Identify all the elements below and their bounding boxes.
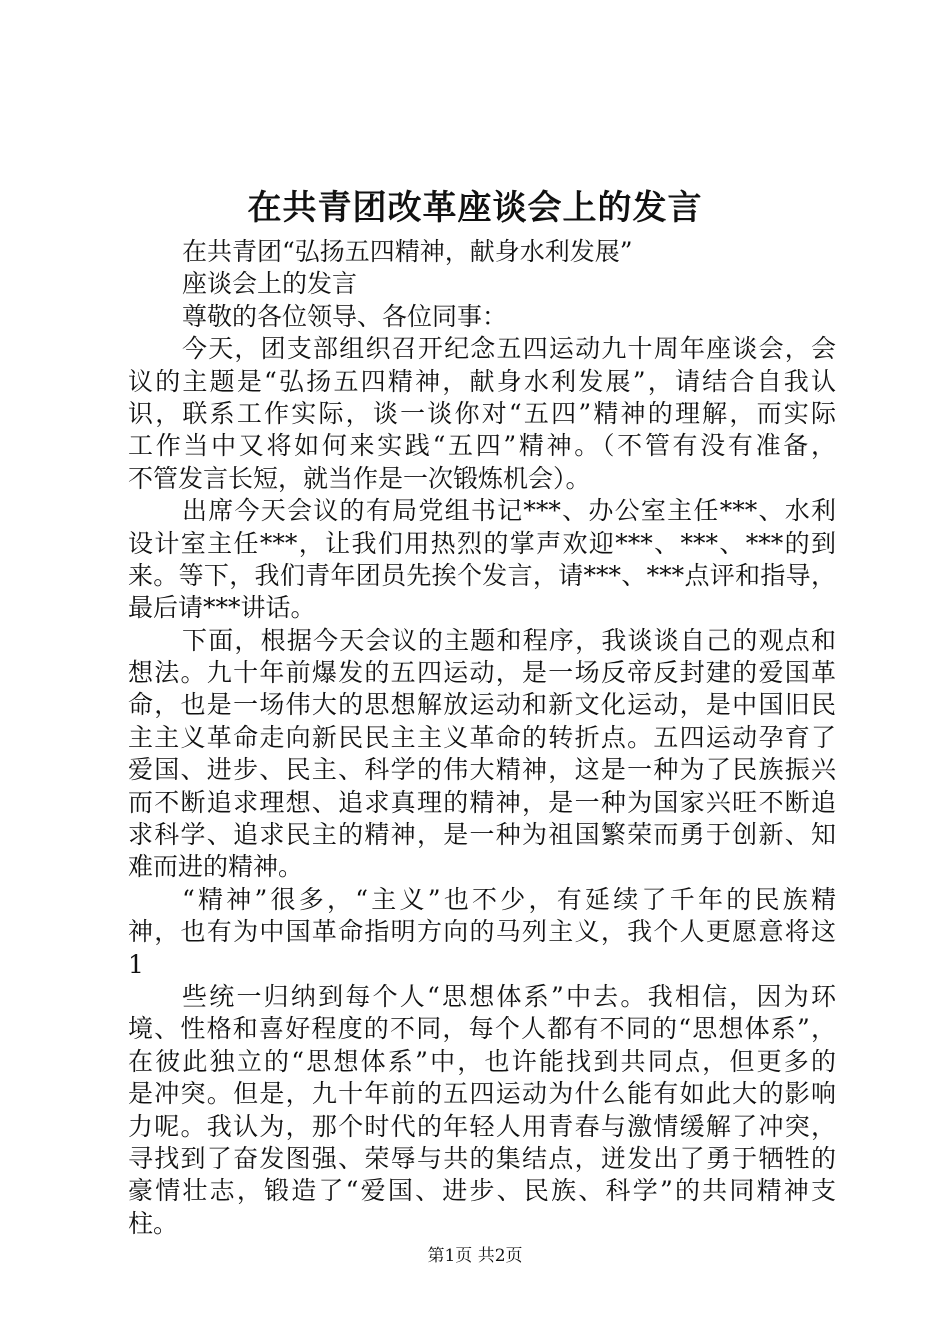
text-line: 命，也是一场伟大的思想解放运动和新文化运动，是中国旧民 — [128, 690, 836, 720]
text-line: 在共青团“弘扬五四精神，献身水利发展” — [182, 237, 633, 266]
text-line: 不管发言长短，就当作是一次锻炼机会）。 — [128, 463, 591, 493]
text-line: 议的主题是“弘扬五四精神，献身水利发展”，请结合自我认 — [128, 366, 836, 396]
text-line: 爱国、进步、民主、科学的伟大精神，这是一种为了民族振兴 — [128, 755, 836, 785]
text-line: 豪情壮志，锻造了“爱国、进步、民族、科学”的共同精神支 — [128, 1176, 836, 1206]
text-line: 境、性格和喜好程度的不同，每个人都有不同的“思想体系”， — [128, 1014, 836, 1044]
text-line: 最后请***讲话。 — [128, 593, 316, 623]
text-line: 而不断追求理想、追求真理的精神，是一种为国家兴旺不断追 — [128, 787, 836, 817]
text-line: 想法。九十年前爆发的五四运动，是一场反帝反封建的爱国革 — [128, 658, 836, 688]
text-line: 寻找到了奋发图强、荣辱与共的集结点，迸发出了勇于牺牲的 — [128, 1143, 836, 1173]
text-line: 主主义革命走向新民民主主义革命的转折点。五四运动孕育了 — [128, 722, 836, 752]
text-line: 神，也有为中国革命指明方向的马列主义，我个人更愿意将这 — [128, 917, 836, 947]
text-line: 下面，根据今天会议的主题和程序，我谈谈自己的观点和 — [182, 625, 836, 655]
text-line: 识，联系工作实际，谈一谈你对“五四”精神的理解，而实际 — [128, 398, 836, 428]
text-line: 在彼此独立的“思想体系”中，也许能找到共同点，但更多的 — [128, 1046, 836, 1076]
text-line: 设计室主任***，让我们用热烈的掌声欢迎***、***、***的到 — [128, 528, 836, 558]
text-line: 是冲突。但是，九十年前的五四运动为什么能有如此大的影响 — [128, 1079, 836, 1109]
text-line: 力呢。我认为，那个时代的年轻人用青春与激情缓解了冲突， — [128, 1111, 836, 1141]
text-line: 出席今天会议的有局党组书记***、办公室主任***、水利 — [182, 496, 836, 526]
document-body — [128, 236, 836, 1240]
text-line: 柱。 — [128, 1208, 179, 1238]
text-line: 求科学、追求民主的精神，是一种为祖国繁荣而勇于创新、知 — [128, 820, 836, 850]
text-line: 来。等下，我们青年团员先挨个发言，请***、***点评和指导， — [128, 560, 836, 590]
text-line: “精神”很多，“主义”也不少，有延续了千年的民族精 — [182, 884, 836, 914]
text-line: 座谈会上的发言 — [182, 269, 358, 299]
text-line: 些统一归纳到每个人“思想体系”中去。我相信，因为环 — [182, 981, 836, 1011]
text-line: 工作当中又将如何来实践“五四”精神。（不管有没有准备， — [128, 431, 836, 461]
text-line: 今天，团支部组织召开纪念五四运动九十周年座谈会，会 — [182, 334, 836, 364]
inline-page-number: 1 — [128, 949, 144, 979]
text-line: 尊敬的各位领导、各位同事： — [182, 301, 508, 331]
text-line: 难而进的精神。 — [128, 852, 304, 882]
page-footer: 第1页 共2页 — [427, 1246, 523, 1266]
document-title: 在共青团改革座谈会上的发言 — [247, 188, 703, 228]
